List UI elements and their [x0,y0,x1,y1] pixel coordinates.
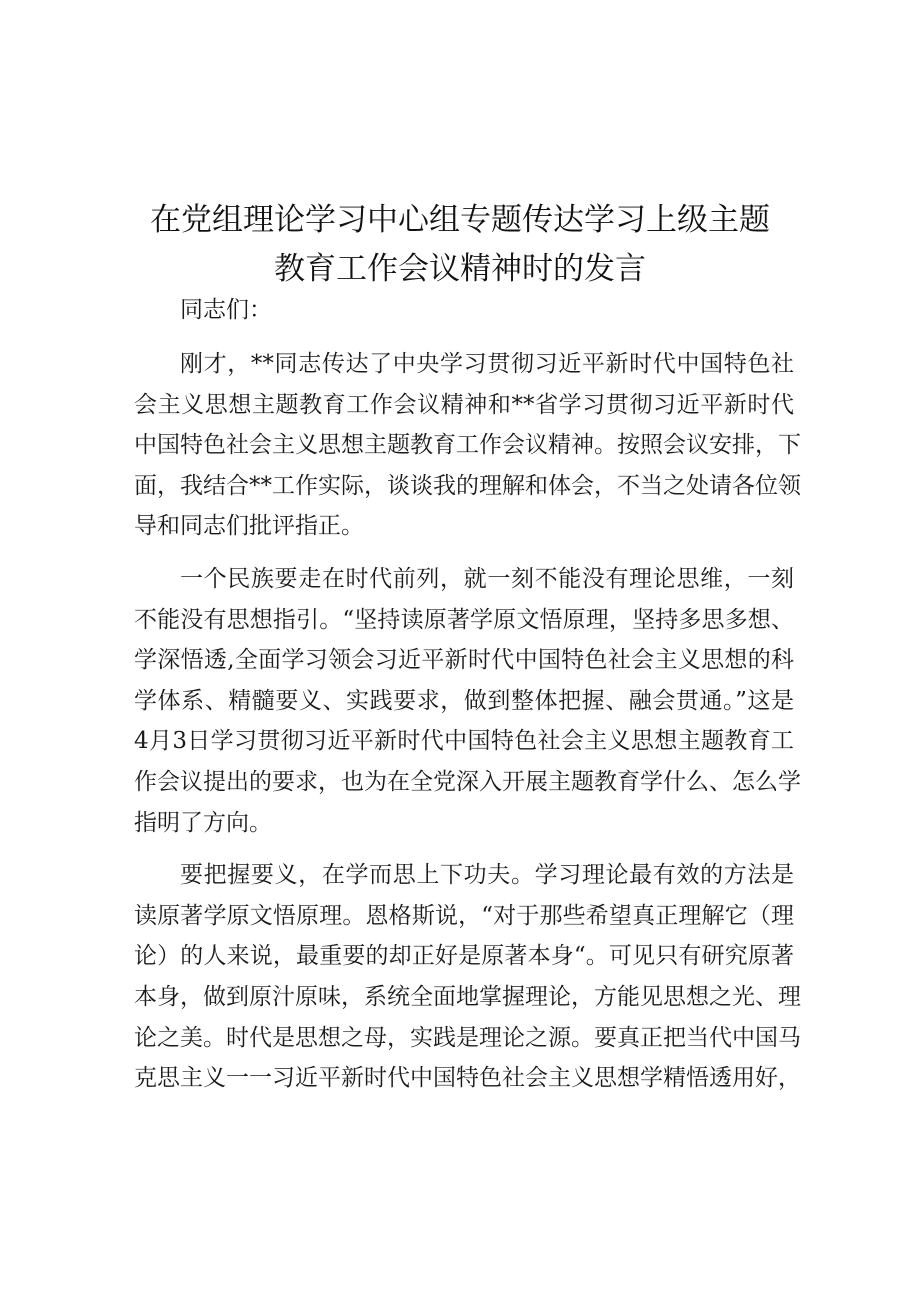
paragraph-line: 学深悟透,全面学习领会习近平新时代中国特色社会主义思想的科 [134,647,794,674]
paragraph-line: 读原著学原文悟原理。恩格斯说，“对于那些希望真正理解它（理 [134,902,794,929]
title-line-1: 在党组理论学习中心组专题传达学习上级主题 [150,202,770,238]
paragraph-line: 要把握要义，在学而思上下功夫。学习理论最有效的方法是 [180,862,794,889]
paragraph-line: 作会议提出的要求，也为在全党深入开展主题教育学什么、怎么学 [134,768,801,795]
paragraph-line: 刚才，**同志传达了中央学习贯彻习近平新时代中国特色社 [180,351,794,377]
paragraph-line: 本身，做到原汁原味，系统全面地掌握理论，方能见思想之光、理 [134,983,801,1010]
paragraph-3 [134,855,801,1099]
salutation: 同志们： [180,297,272,323]
paragraph-line: 面，我结合**工作实际，谈谈我的理解和体会，不当之处请各位领 [134,472,801,499]
paragraph-spacer [134,547,794,559]
paragraph-line: 导和同志们批评指正。 [134,513,364,540]
paragraph-line: 一个民族要走在时代前列，就一刻不能没有理论思维，一刻 [180,565,794,592]
paragraph-line: 论之美。时代是思想之母，实践是理论之源。要真正把当代中国马 [134,1024,801,1051]
paragraph-line: 指明了方向。 [134,809,272,836]
document-title [100,196,820,294]
paragraph-2 [134,559,801,843]
paragraph-line: 学体系、精髓要义、实践要求，做到整体把握、融会贯通。”这是 [134,687,794,714]
title-line-2: 教育工作会议精神时的发言 [274,251,646,287]
paragraph-spacer [134,843,794,855]
paragraph-line: 4月3日学习贯彻习近平新时代中国特色社会主义思想主题教育工 [134,728,794,755]
paragraph-1 [134,344,801,547]
paragraph-line: 不能没有思想指引。“坚持读原著学原文悟原理，坚持多思多想、 [134,606,794,633]
paragraph-line: 克思主义一一习近平新时代中国特色社会主义思想学精悟透用好， [134,1065,801,1092]
paragraph-line: 中国特色社会主义思想主题教育工作会议精神。按照会议安排，下 [134,432,801,459]
document-body [134,288,801,1099]
paragraph-line: 论）的人来说，最重要的却正好是原著本身“。可见只有研究原著 [134,943,794,970]
paragraph-line: 会主义思想主题教育工作会议精神和**省学习贯彻习近平新时代 [134,391,794,418]
paragraph-spacer [134,332,794,344]
